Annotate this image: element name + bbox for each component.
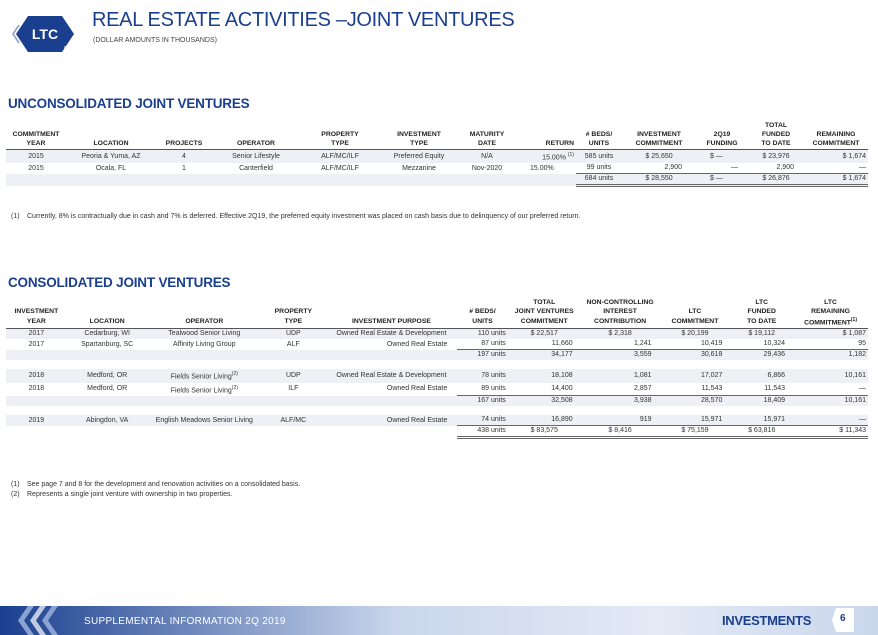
subtotal-row: 167 units 32,508 3,938 28,570 18,409 10,161 xyxy=(6,396,868,407)
table-row: 2015 Ocala, FL 1 Canterfield ALF/MC/ILF Mezzanine Nov-2020 15.00% 99 units 2,900 — 2,900 — xyxy=(28,164,866,172)
consolidated-table: TOTAL NON-CONTROLLING LTC LTC INVESTMENT PROPERTY # BEDS/ JOINT VENTURES INTEREST LTC FUNDED REMAINING YEAR LOCATION OPERATOR TYPE INVESTMENT PURPOSE UNITS COMMITMENT CONTRIBUTION COMMITMENT TO DATE COMMITMENT$^{(1)}$ 2017 Cedarburg, WI Tealwood Senior Living UDP Owned Real Estate & Development 110 units $ 22,517 $ 2,318 $ 20,199 $ 19,112 $ 1,087 2017 Spartanburg, SC Affinity Living Group ALF Owned Real Estate 87 units 11,660 1,241 10,419 10,324 95 197 units 34,177 3,559 30,618 29,436 1,182 2018 Medford, OR Fields Senior Living$^{(2)}$ UDP Owned Real Estate & Development 78 units 18,108 1,081 17,027 6,866 10,161 2018 Medford, OR Fields Senior Living$^{(2)}$ ILF Owned Real Estate 89 units 14,400 2,857 11,543 11,543 — 167 units 32,508 3,938 28,570 18,409 10,161 2019 Abingdon, VA English Meadows Senior Living ALF/MC Owned Real Estate 74 units 16,890 919 15,971 15,971 — 438 units $ 83,575 $ 8,416 $ 75,159 $ 63,816 $ 11,343 xyxy=(6,298,868,439)
header-row-2: COMMITMENT PROPERTY INVESTMENT MATURITY # BEDS/ INVESTMENT 2Q19 FUNDED REMAINING xyxy=(12,131,856,138)
consolidated-footnote-1: (1) See page 7 and 8 for the development and renovation activities on a consolidated basis. xyxy=(11,481,301,488)
page-subtitle: (DOLLAR AMOUNTS IN THOUSANDS) xyxy=(93,37,217,44)
unconsolidated-footnote: (1) Currently, 8% is contractually due in cash and 7% is deferred. Effective 2Q19, the preferred equity investment was placed on cash basis due to delinquency of our preferred return. xyxy=(11,213,581,220)
table-row: 2017 Spartanburg, SC Affinity Living Group ALF Owned Real Estate 87 units 11,660 1,241 10,419 10,324 95 xyxy=(28,340,866,348)
table-row: 2019 Abingdon, VA English Meadows Senior Living ALF/MC Owned Real Estate 74 units 16,890 919 15,971 15,971 — xyxy=(6,415,868,426)
total-row: 438 units $ 83,575 $ 8,416 $ 75,159 $ 63,816 $ 11,343 xyxy=(6,426,868,438)
col-total-label: TOTAL xyxy=(764,122,788,129)
table-row: 2018 Medford, OR Fields Senior Living$^{(2)}$ UDP Owned Real Estate & Development 78 units 18,108 1,081 17,027 6,866 10,161 xyxy=(6,369,868,382)
header-row-3: YEAR LOCATION PROJECTS OPERATOR TYPE TYPE DATE RETURN UNITS COMMITMENT FUNDING TO DATE COMMITMENT xyxy=(6,139,868,150)
table-row: 2018 Medford, OR Fields Senior Living$^{(2)}$ ILF Owned Real Estate 89 units 14,400 2,857 11,543 11,543 — xyxy=(28,384,866,394)
ltc-logo xyxy=(10,10,76,58)
total-row: 684 units $ 28,550 $ — $ 26,876 $ 1,674 xyxy=(6,174,868,186)
logo-text: LTC xyxy=(31,26,59,42)
table-row: 2017 Cedarburg, WI Tealwood Senior Living UDP Owned Real Estate & Development 110 units $ 22,517 $ 2,318 $ 20,199 $ 19,112 $ 1,087 xyxy=(6,329,868,340)
header-row-1 xyxy=(6,121,868,130)
consolidated-footnote-2: (2) Represents a single joint venture with ownership in two properties. xyxy=(11,491,233,498)
table-row: 2015 Peoria & Yuma, AZ 4 Senior Lifestyle ALF/MC/ILF Preferred Equity N/A 15.00% $^{(1)}$ 585 units $ 25,650 $ — $ 23,976 $ 1,674 xyxy=(6,150,868,164)
consolidated-title: CONSOLIDATED JOINT VENTURES xyxy=(8,275,231,290)
unconsolidated-table xyxy=(6,121,868,187)
footer-left-text: SUPPLEMENTAL INFORMATION 2Q 2019 xyxy=(84,616,286,627)
page-title: REAL ESTATE ACTIVITIES –JOINT VENTURES xyxy=(92,9,515,31)
unconsolidated-title: UNCONSOLIDATED JOINT VENTURES xyxy=(8,96,250,111)
subtotal-row: 197 units 34,177 3,559 30,618 29,436 1,182 xyxy=(6,350,868,361)
chevron-decoration-icon xyxy=(18,606,78,635)
page-number: 6 xyxy=(840,613,846,624)
footer-section-label: INVESTMENTS xyxy=(722,613,812,628)
logo-sub: REIT xyxy=(64,46,76,52)
